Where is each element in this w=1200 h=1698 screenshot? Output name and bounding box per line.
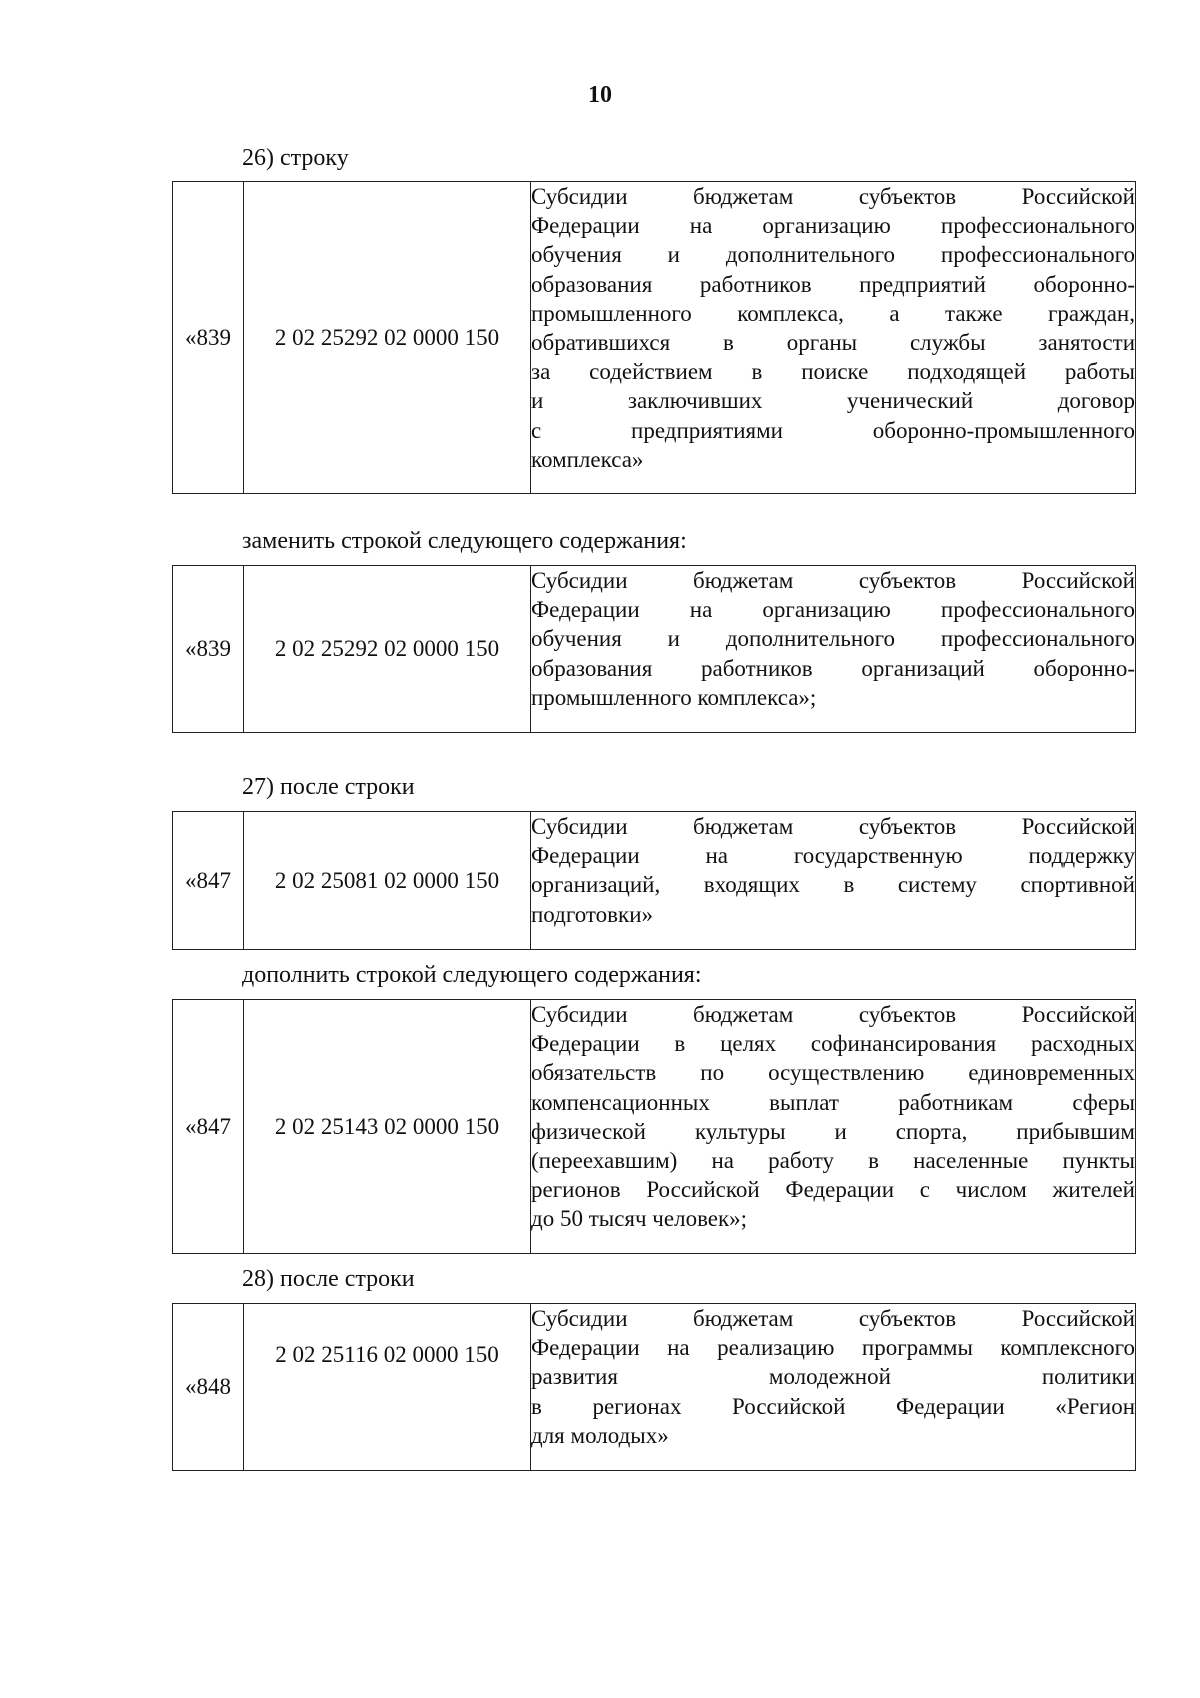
budget-code: 2 02 25292 02 0000 150 [244,182,531,494]
description-line: для молодых» [531,1422,669,1448]
budget-row-table-847-added [172,999,1136,1254]
item-26-heading: 26) строку [242,145,349,171]
budget-code: 2 02 25081 02 0000 150 [244,812,531,950]
description-line: (переехавшим) на работу в населенные пункты [531,1148,1135,1174]
add-instruction: дополнить строкой следующего содержания: [242,962,702,988]
budget-code: 2 02 25116 02 0000 150 [244,1304,531,1471]
description-line: обязательств по осуществлению единовременных [531,1060,1135,1086]
row-description [531,1000,1136,1254]
row-number: «847 [173,812,244,950]
row-description [531,812,1136,950]
description-line: за содействием в поиске подходящей работы [531,359,1135,385]
budget-row-table-839-new [172,565,1136,733]
budget-row-table-848 [172,1303,1136,1471]
budget-code: 2 02 25292 02 0000 150 [244,566,531,733]
description-line: Федерации на реализацию программы комплексного [531,1335,1135,1361]
description-line: подготовки» [531,901,653,927]
description-line: с предприятиями оборонно-промышленного [531,417,1135,443]
replace-instruction: заменить строкой следующего содержания: [242,528,687,554]
row-number: «848 [173,1304,244,1471]
description-line: образования работников предприятий оборонно- [531,271,1135,297]
description-line: регионов Российской Федерации с числом жителей [531,1177,1135,1203]
description-line: физической культуры и спорта, прибывшим [531,1118,1135,1144]
row-number: «847 [173,1000,244,1254]
description-line: обучения и дополнительного профессионального [531,242,1135,268]
description-line: и заключивших ученический договор [531,388,1135,414]
description-line: промышленного комплекса»; [531,684,817,710]
row-number: «839 [173,182,244,494]
description-line: обратившихся в органы службы занятости [531,330,1135,356]
description-line: Федерации в целях софинансирования расходных [531,1031,1135,1057]
budget-code: 2 02 25143 02 0000 150 [244,1000,531,1254]
description-line: промышленного комплекса, а также граждан, [531,300,1135,326]
item-28-heading: 28) после строки [242,1266,415,1292]
description-line: Субсидии бюджетам субъектов Российской [531,1306,1135,1331]
budget-row-table-847-existing [172,811,1136,950]
description-line: Субсидии бюджетам субъектов Российской [531,1002,1135,1027]
description-line: образования работников организаций оборонно- [531,655,1135,681]
item-27-heading: 27) после строки [242,774,415,800]
description-line: Федерации на государственную поддержку [531,843,1135,869]
description-line: в регионах Российской Федерации «Регион [531,1393,1135,1419]
description-line: до 50 тысяч человек»; [531,1206,748,1232]
description-line: комплекса» [531,446,644,472]
budget-row-table-839-old [172,181,1136,494]
description-line: обучения и дополнительного профессионального [531,626,1135,652]
description-line: Федерации на организацию профессионального [531,597,1135,623]
description-line: Субсидии бюджетам субъектов Российской [531,814,1135,839]
row-number: «839 [173,566,244,733]
description-line: Субсидии бюджетам субъектов Российской [531,568,1135,593]
description-line: Субсидии бюджетам субъектов Российской [531,184,1135,209]
description-line: организаций, входящих в систему спортивной [531,872,1135,898]
description-line: Федерации на организацию профессионального [531,213,1135,239]
row-description [531,566,1136,733]
description-line: компенсационных выплат работникам сферы [531,1089,1135,1115]
page-number: 10 [588,82,612,108]
row-description [531,182,1136,494]
row-description [531,1304,1136,1471]
description-line: развития молодежной политики [531,1364,1135,1390]
